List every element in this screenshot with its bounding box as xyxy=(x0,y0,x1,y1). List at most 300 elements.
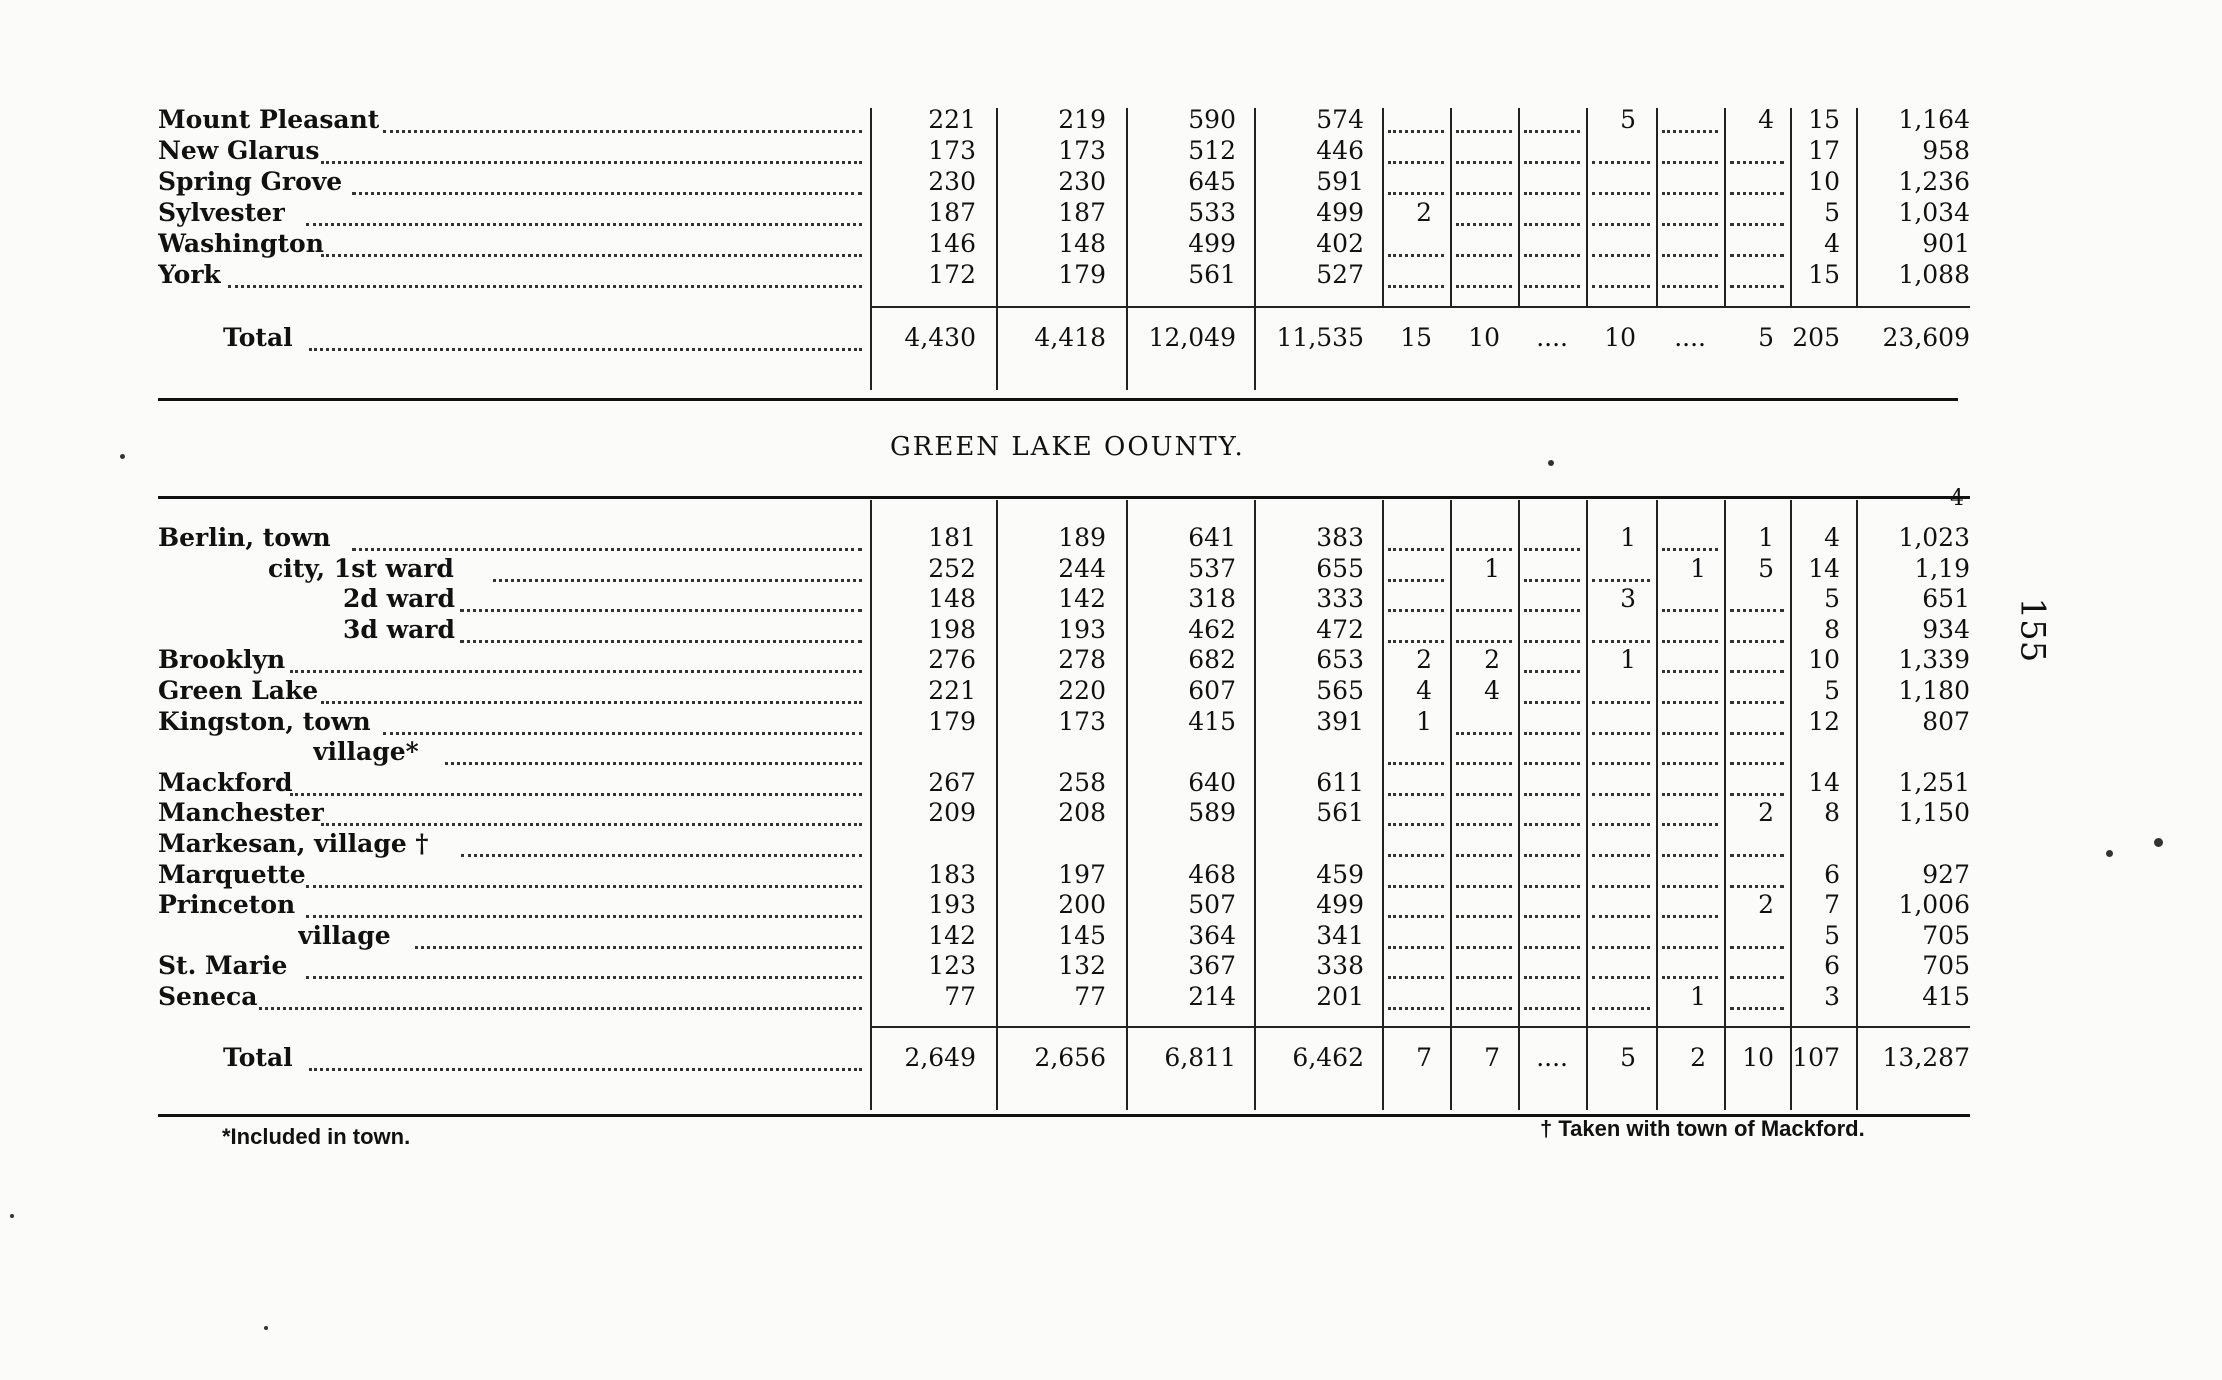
cell-value: 537 xyxy=(1188,553,1236,583)
leader-dots xyxy=(306,915,863,918)
cell-value: 13,287 xyxy=(1882,1043,1970,1072)
cell-value: 3 xyxy=(1824,982,1840,1011)
empty-cell-dots xyxy=(1388,976,1444,979)
empty-cell-dots xyxy=(1388,130,1444,133)
scan-speck xyxy=(264,1326,268,1330)
cell-value: 200 xyxy=(1058,890,1106,920)
row-label: New Glarus xyxy=(158,136,320,165)
cell-value: 364 xyxy=(1188,920,1236,950)
cell-value: 807 xyxy=(1922,706,1970,736)
cell-value: 1,023 xyxy=(1898,523,1970,552)
leader-dots xyxy=(321,701,862,704)
empty-cell-dots xyxy=(1524,1007,1580,1010)
cell-value: 230 xyxy=(1058,167,1106,196)
empty-cell-dots xyxy=(1456,161,1512,164)
column-rule xyxy=(1450,108,1452,308)
cell-value: 10 xyxy=(1808,167,1840,196)
cell-value: 333 xyxy=(1316,584,1364,614)
cell-value: 205 xyxy=(1792,323,1840,352)
cell-value: 5 xyxy=(1620,105,1636,134)
cell-value: 193 xyxy=(1058,614,1106,644)
leader-dots xyxy=(259,1007,862,1010)
column-rule xyxy=(1518,108,1520,308)
empty-cell-dots xyxy=(1456,130,1512,133)
empty-cell-dots xyxy=(1730,762,1784,765)
empty-cell-dots xyxy=(1662,976,1718,979)
cell-value: 219 xyxy=(1058,105,1106,134)
cell-value: 1,251 xyxy=(1898,767,1970,797)
empty-cell-dots xyxy=(1388,1007,1444,1010)
empty-cell-dots xyxy=(1730,854,1784,857)
cell-value: 927 xyxy=(1922,859,1970,889)
cell-value: 533 xyxy=(1188,198,1236,227)
scan-speck xyxy=(2154,838,2163,847)
column-rule xyxy=(1790,500,1792,1110)
leader-dots xyxy=(460,640,863,643)
cell-value: 653 xyxy=(1316,645,1364,675)
cell-value: 1,339 xyxy=(1898,645,1970,675)
cell-value: 12 xyxy=(1808,706,1840,736)
empty-cell-dots xyxy=(1662,223,1718,226)
cell-value: 214 xyxy=(1188,982,1236,1011)
cell-value: 318 xyxy=(1188,584,1236,614)
empty-cell-dots xyxy=(1662,762,1718,765)
cell-value: 1 xyxy=(1416,706,1432,736)
total-label: Total xyxy=(223,1043,293,1072)
cell-value: 148 xyxy=(1058,229,1106,258)
column-rule xyxy=(1656,500,1658,1110)
leader-dots xyxy=(415,946,863,949)
cell-value: 2 xyxy=(1416,645,1432,675)
cell-value: 181 xyxy=(928,523,976,552)
empty-cell-dots xyxy=(1456,1007,1512,1010)
empty-cell-dots xyxy=(1456,793,1512,796)
column-rule xyxy=(1856,108,1858,308)
row-label: Marquette xyxy=(158,859,306,889)
cell-value: 5 xyxy=(1824,920,1840,950)
empty-cell-dots xyxy=(1456,548,1512,551)
footnote-left: *Included in town. xyxy=(222,1124,411,1149)
empty-cell-dots xyxy=(1456,854,1512,857)
scan-speck xyxy=(1548,460,1554,466)
empty-cell-dots xyxy=(1524,854,1580,857)
row-label: Brooklyn xyxy=(158,645,286,675)
empty-cell-dots xyxy=(1524,946,1580,949)
total-label: Total xyxy=(223,323,293,352)
cell-value: 6,811 xyxy=(1164,1043,1236,1072)
cell-value: 5 xyxy=(1620,1043,1636,1072)
empty-cell-dots xyxy=(1524,254,1580,257)
empty-cell-dots xyxy=(1592,640,1650,643)
leader-dots xyxy=(352,548,862,551)
column-rule xyxy=(1382,500,1384,1110)
leader-dots xyxy=(309,348,863,351)
cell-value: 958 xyxy=(1922,136,1970,165)
empty-cell-dots xyxy=(1456,285,1512,288)
cell-value: 14 xyxy=(1808,553,1840,583)
empty-cell-dots xyxy=(1592,976,1650,979)
empty-cell-dots xyxy=(1388,254,1444,257)
cell-value: 1 xyxy=(1484,553,1500,583)
leader-dots xyxy=(383,732,862,735)
empty-cell-dots xyxy=(1592,946,1650,949)
column-rule xyxy=(1586,500,1588,1110)
row-label: Sylvester xyxy=(158,198,286,227)
cell-value: 244 xyxy=(1058,553,1106,583)
row-label: Mount Pleasant xyxy=(158,105,380,134)
cell-value: 146 xyxy=(928,229,976,258)
leader-dots xyxy=(290,670,862,673)
leader-dots xyxy=(306,885,863,888)
row-label: Berlin, town xyxy=(158,523,331,552)
empty-cell-dots xyxy=(1524,285,1580,288)
empty-cell-dots xyxy=(1592,915,1650,918)
column-rule xyxy=(1790,108,1792,308)
cell-value: 651 xyxy=(1922,584,1970,614)
empty-cell-dots xyxy=(1592,762,1650,765)
cell-value: 682 xyxy=(1188,645,1236,675)
cell-value: 183 xyxy=(928,859,976,889)
cell-value: 179 xyxy=(928,706,976,736)
cell-value: 252 xyxy=(928,553,976,583)
column-rule xyxy=(1382,108,1384,308)
cell-value: 198 xyxy=(928,614,976,644)
cell-value: 1 xyxy=(1620,645,1636,675)
leader-dots xyxy=(383,130,862,133)
empty-cell-dots xyxy=(1662,793,1718,796)
cell-value: 278 xyxy=(1058,645,1106,675)
leader-dots xyxy=(445,762,862,765)
empty-cell-dots xyxy=(1524,823,1580,826)
column-rule xyxy=(1518,500,1520,1110)
cell-value: 220 xyxy=(1058,676,1106,705)
empty-cell-dots xyxy=(1456,223,1512,226)
leader-dots xyxy=(228,285,862,288)
cell-value: 574 xyxy=(1316,105,1364,134)
cell-value: 7 xyxy=(1824,890,1840,920)
leader-dots xyxy=(352,192,862,195)
cell-value: 499 xyxy=(1188,229,1236,258)
empty-cell-dots xyxy=(1592,161,1650,164)
column-rule xyxy=(1450,500,1452,1110)
empty-cell-dots xyxy=(1456,732,1512,735)
cell-value: 4 xyxy=(1416,676,1432,705)
cell-value: 2 xyxy=(1484,645,1500,675)
empty-cell-dots xyxy=(1524,762,1580,765)
corner-note: 4 xyxy=(1950,486,1964,511)
page-number: 155 xyxy=(2012,597,2053,663)
row-label: Kingston, town xyxy=(158,706,371,736)
empty-cell-dots xyxy=(1662,161,1718,164)
empty-cell-dots xyxy=(1662,854,1718,857)
cell-value: 1,180 xyxy=(1898,676,1970,705)
scan-speck xyxy=(10,1214,14,1218)
empty-cell-dots xyxy=(1456,192,1512,195)
cell-value: 472 xyxy=(1316,614,1364,644)
cell-value: 561 xyxy=(1316,798,1364,828)
cell-value: 123 xyxy=(928,951,976,981)
empty-cell-dots xyxy=(1592,732,1650,735)
cell-value: 8 xyxy=(1824,798,1840,828)
cell-value: 10 xyxy=(1742,1043,1774,1072)
empty-cell-dots xyxy=(1662,670,1718,673)
cell-value: 5 xyxy=(1824,198,1840,227)
cell-value: 230 xyxy=(928,167,976,196)
leader-dots xyxy=(321,254,862,257)
cell-value: 705 xyxy=(1922,920,1970,950)
column-rule xyxy=(1126,500,1128,1110)
row-label: St. Marie xyxy=(158,951,288,981)
cell-value: 5 xyxy=(1824,676,1840,705)
county-title: GREEN LAKE OOUNTY. xyxy=(890,432,1245,462)
row-label: Manchester xyxy=(158,798,325,828)
column-rule xyxy=(1724,500,1726,1110)
cell-value: 15 xyxy=(1808,260,1840,289)
empty-cell-dots xyxy=(1662,192,1718,195)
empty-cell-dots xyxy=(1524,579,1580,582)
empty-cell-dots xyxy=(1662,285,1718,288)
cell-value: 1,088 xyxy=(1898,260,1970,289)
empty-cell-dots xyxy=(1456,885,1512,888)
cell-value: 17 xyxy=(1808,136,1840,165)
empty-cell-dots xyxy=(1388,609,1444,612)
cell-value: 338 xyxy=(1316,951,1364,981)
row-label: village xyxy=(298,920,391,950)
row-label: Green Lake xyxy=(158,676,319,705)
cell-value: 4 xyxy=(1758,105,1774,134)
empty-cell-dots xyxy=(1388,192,1444,195)
empty-cell-dots xyxy=(1524,640,1580,643)
cell-value: 341 xyxy=(1316,920,1364,950)
empty-cell-dots xyxy=(1388,854,1444,857)
empty-cell-dots xyxy=(1524,793,1580,796)
empty-cell-dots xyxy=(1456,254,1512,257)
total-rule xyxy=(870,306,1970,308)
cell-value: 2,649 xyxy=(904,1043,976,1072)
cell-value: 527 xyxy=(1316,260,1364,289)
leader-dots xyxy=(306,223,863,226)
cell-value: 10 xyxy=(1808,645,1840,675)
row-label: 3d ward xyxy=(343,614,455,644)
cell-value: 4 xyxy=(1824,229,1840,258)
cell-value: 1,150 xyxy=(1898,798,1970,828)
cell-value: 187 xyxy=(928,198,976,227)
cell-value: 267 xyxy=(928,767,976,797)
cell-value: 10 xyxy=(1468,323,1500,352)
cell-value: 641 xyxy=(1188,523,1236,552)
cell-value: 173 xyxy=(1058,136,1106,165)
cell-value: .... xyxy=(1674,323,1706,352)
cell-value: 23,609 xyxy=(1882,323,1970,352)
cell-value: 589 xyxy=(1188,798,1236,828)
cell-value: 468 xyxy=(1188,859,1236,889)
cell-value: 6 xyxy=(1824,859,1840,889)
leader-dots xyxy=(309,1068,863,1071)
empty-cell-dots xyxy=(1456,609,1512,612)
cell-value: 1,006 xyxy=(1898,890,1970,920)
row-label: York xyxy=(158,260,221,289)
row-label: Markesan, village † xyxy=(158,829,429,858)
cell-value: 208 xyxy=(1058,798,1106,828)
cell-value: 1 xyxy=(1690,553,1706,583)
leader-dots xyxy=(290,793,862,796)
cell-value: 5 xyxy=(1758,323,1774,352)
empty-cell-dots xyxy=(1524,701,1580,704)
cell-value: 607 xyxy=(1188,676,1236,705)
row-label: Princeton xyxy=(158,890,296,920)
cell-value: 590 xyxy=(1188,105,1236,134)
empty-cell-dots xyxy=(1524,223,1580,226)
cell-value: .... xyxy=(1536,323,1568,352)
cell-value: 611 xyxy=(1316,767,1364,797)
cell-value: 173 xyxy=(1058,706,1106,736)
total-rule xyxy=(870,1026,1970,1028)
leader-dots xyxy=(306,976,863,979)
cell-value: 6,462 xyxy=(1292,1043,1364,1072)
empty-cell-dots xyxy=(1388,915,1444,918)
cell-value: 221 xyxy=(928,676,976,705)
cell-value: 10 xyxy=(1604,323,1636,352)
empty-cell-dots xyxy=(1592,192,1650,195)
cell-value: 1,034 xyxy=(1898,198,1970,227)
row-label: village* xyxy=(313,737,419,767)
cell-value: 462 xyxy=(1188,614,1236,644)
cell-value: 1 xyxy=(1690,982,1706,1011)
cell-value: 1,19 xyxy=(1914,553,1970,583)
cell-value: 1,164 xyxy=(1898,105,1970,134)
empty-cell-dots xyxy=(1456,762,1512,765)
empty-cell-dots xyxy=(1662,732,1718,735)
cell-value: 5 xyxy=(1758,553,1774,583)
empty-cell-dots xyxy=(1388,885,1444,888)
cell-value: 459 xyxy=(1316,859,1364,889)
column-rule xyxy=(1656,108,1658,308)
cell-value: 14 xyxy=(1808,767,1840,797)
empty-cell-dots xyxy=(1388,762,1444,765)
empty-cell-dots xyxy=(1456,976,1512,979)
cell-value: 655 xyxy=(1316,553,1364,583)
empty-cell-dots xyxy=(1662,640,1718,643)
header-rule xyxy=(158,496,1970,499)
cell-value: 201 xyxy=(1316,982,1364,1011)
empty-cell-dots xyxy=(1524,732,1580,735)
empty-cell-dots xyxy=(1456,946,1512,949)
empty-cell-dots xyxy=(1524,915,1580,918)
empty-cell-dots xyxy=(1592,823,1650,826)
cell-value: 2,656 xyxy=(1034,1043,1106,1072)
empty-cell-dots xyxy=(1388,640,1444,643)
empty-cell-dots xyxy=(1388,823,1444,826)
empty-cell-dots xyxy=(1524,161,1580,164)
cell-value: 561 xyxy=(1188,260,1236,289)
cell-value: 2 xyxy=(1416,198,1432,227)
cell-value: 3 xyxy=(1620,584,1636,614)
empty-cell-dots xyxy=(1388,161,1444,164)
cell-value: 2 xyxy=(1758,890,1774,920)
row-label: 2d ward xyxy=(343,584,455,614)
cell-value: 11,535 xyxy=(1276,323,1364,352)
cell-value: 4,418 xyxy=(1034,323,1106,352)
cell-value: 12,049 xyxy=(1148,323,1236,352)
leader-dots xyxy=(321,823,862,826)
empty-cell-dots xyxy=(1662,254,1718,257)
cell-value: 132 xyxy=(1058,951,1106,981)
scan-speck xyxy=(2106,850,2113,857)
cell-value: 173 xyxy=(928,136,976,165)
empty-cell-dots xyxy=(1662,885,1718,888)
cell-value: 197 xyxy=(1058,859,1106,889)
cell-value: 77 xyxy=(944,982,976,1011)
cell-value: 402 xyxy=(1316,229,1364,258)
cell-value: 4 xyxy=(1824,523,1840,552)
cell-value: 4 xyxy=(1484,676,1500,705)
cell-value: 15 xyxy=(1400,323,1432,352)
cell-value: 5 xyxy=(1824,584,1840,614)
empty-cell-dots xyxy=(1524,885,1580,888)
cell-value: 172 xyxy=(928,260,976,289)
cell-value: 2 xyxy=(1690,1043,1706,1072)
cell-value: 148 xyxy=(928,584,976,614)
empty-cell-dots xyxy=(1662,609,1718,612)
empty-cell-dots xyxy=(1592,285,1650,288)
empty-cell-dots xyxy=(1524,192,1580,195)
empty-cell-dots xyxy=(1592,793,1650,796)
cell-value: 645 xyxy=(1188,167,1236,196)
cell-value: 640 xyxy=(1188,767,1236,797)
cell-value: 499 xyxy=(1316,198,1364,227)
empty-cell-dots xyxy=(1592,701,1650,704)
cell-value: 6 xyxy=(1824,951,1840,981)
cell-value: 1,236 xyxy=(1898,167,1970,196)
column-rule xyxy=(1724,108,1726,308)
empty-cell-dots xyxy=(1388,946,1444,949)
cell-value: 15 xyxy=(1808,105,1840,134)
cell-value: 367 xyxy=(1188,951,1236,981)
cell-value: 193 xyxy=(928,890,976,920)
cell-value: 901 xyxy=(1922,229,1970,258)
cell-value: 145 xyxy=(1058,920,1106,950)
empty-cell-dots xyxy=(1592,254,1650,257)
cell-value: 142 xyxy=(1058,584,1106,614)
section-rule xyxy=(158,398,1958,401)
row-label: Seneca xyxy=(158,982,258,1011)
cell-value: 1 xyxy=(1758,523,1774,552)
cell-value: 209 xyxy=(928,798,976,828)
empty-cell-dots xyxy=(1456,915,1512,918)
column-rule xyxy=(1856,500,1858,1110)
cell-value: 415 xyxy=(1922,982,1970,1011)
footnote-right: † Taken with town of Mackford. xyxy=(1540,1116,1865,1141)
empty-cell-dots xyxy=(1388,548,1444,551)
column-rule xyxy=(870,500,872,1110)
empty-cell-dots xyxy=(1456,823,1512,826)
leader-dots xyxy=(493,579,862,582)
cell-value: 8 xyxy=(1824,614,1840,644)
empty-cell-dots xyxy=(1592,223,1650,226)
cell-value: 7 xyxy=(1484,1043,1500,1072)
cell-value: 142 xyxy=(928,920,976,950)
cell-value: 187 xyxy=(1058,198,1106,227)
cell-value: 507 xyxy=(1188,890,1236,920)
cell-value: 705 xyxy=(1922,951,1970,981)
cell-value: 107 xyxy=(1792,1043,1840,1072)
row-label: Spring Grove xyxy=(158,167,343,196)
row-label: city, 1st ward xyxy=(268,553,454,583)
empty-cell-dots xyxy=(1524,976,1580,979)
cell-value: 391 xyxy=(1316,706,1364,736)
cell-value: 221 xyxy=(928,105,976,134)
cell-value: 77 xyxy=(1074,982,1106,1011)
